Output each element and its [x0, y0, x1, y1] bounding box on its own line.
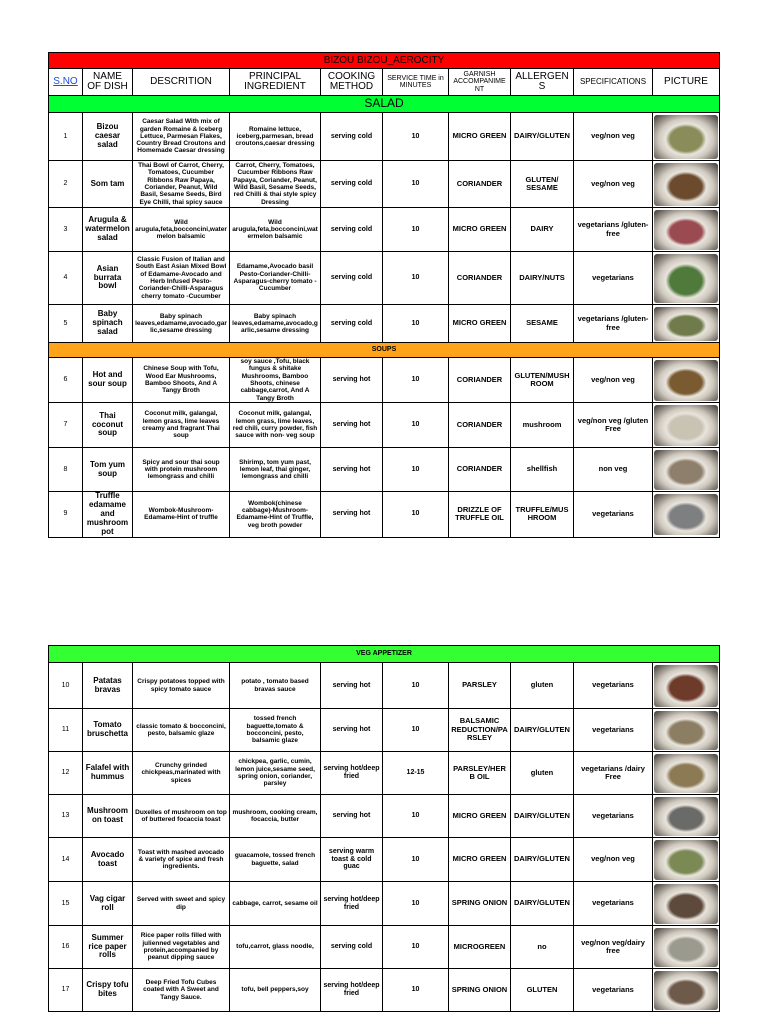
- dish-name-cell: Baby spinach salad: [83, 305, 133, 343]
- soup-rows: [49, 358, 720, 538]
- allergen-cell: DAIRY: [511, 208, 574, 252]
- picture-cell: [653, 252, 720, 305]
- method-cell: serving hot: [321, 492, 383, 538]
- service-time-cell: 10: [383, 161, 449, 208]
- picture-cell: [653, 358, 720, 403]
- allergen-cell: DAIRY/NUTS: [511, 252, 574, 305]
- table-row: [49, 492, 720, 538]
- garnish-cell: MICROGREEN: [449, 926, 511, 969]
- ingredient-cell: Carrot, Cherry, Tomatoes, Cucumber Ribbons Raw Papaya, Coriander, Peanut, Wild Basil, Sesame Seeds, red Chilli & thai style spicy Dressing: [230, 161, 321, 208]
- section-label-soups: SOUPS: [49, 343, 720, 358]
- sno-cell: 5: [49, 305, 83, 343]
- allergen-cell: shellfish: [511, 448, 574, 492]
- specification-cell: vegetarians: [574, 969, 653, 1012]
- table-row: [49, 403, 720, 448]
- service-time-cell: 10: [383, 795, 449, 838]
- picture-cell: [653, 113, 720, 161]
- dish-name-cell: Vag cigar roll: [83, 882, 133, 926]
- sno-link[interactable]: S.NO: [53, 75, 78, 87]
- menu-table-salad-soups: [48, 52, 720, 538]
- table-row: [49, 208, 720, 252]
- specification-cell: veg/non veg: [574, 161, 653, 208]
- ingredient-cell: Wombok(chinese cabbage)-Mushroom-Edamame-Hint of Truffle, veg broth powder: [230, 492, 321, 538]
- table-row: [49, 709, 720, 752]
- service-time-cell: 10: [383, 492, 449, 538]
- garnish-cell: MICRO GREEN: [449, 208, 511, 252]
- description-cell: classic tomato & bocconcini, pesto, balsamic glaze: [133, 709, 230, 752]
- picture-cell: [653, 926, 720, 969]
- method-cell: serving hot: [321, 448, 383, 492]
- allergen-cell: GLUTEN/MUSHROOM: [511, 358, 574, 403]
- sno-cell: 9: [49, 492, 83, 538]
- sno-cell: 15: [49, 882, 83, 926]
- picture-cell: [653, 448, 720, 492]
- picture-cell: [653, 161, 720, 208]
- service-time-cell: 10: [383, 403, 449, 448]
- section-salad: [49, 96, 720, 113]
- garnish-cell: MICRO GREEN: [449, 113, 511, 161]
- sno-cell: 6: [49, 358, 83, 403]
- ingredient-cell: cabbage, carrot, sesame oil: [230, 882, 321, 926]
- description-cell: Crunchy grinded chickpeas,marinated with spices: [133, 752, 230, 795]
- sno-cell: 16: [49, 926, 83, 969]
- specification-cell: veg/non veg: [574, 113, 653, 161]
- table-row: [49, 795, 720, 838]
- method-cell: serving cold: [321, 926, 383, 969]
- picture-cell: [653, 663, 720, 709]
- sno-cell: 8: [49, 448, 83, 492]
- section-label-salad: SALAD: [49, 96, 720, 113]
- ingredient-cell: tossed french baguette,tomato & bocconcini, pesto, balsamic glaze: [230, 709, 321, 752]
- col-header-allergens: ALLERGENS: [511, 69, 574, 96]
- ingredient-cell: soy sauce ,Tofu, black fungus & shitake Mushrooms, Bamboo Shoots, chinese cabbage,carrot, And A Tangy Broth: [230, 358, 321, 403]
- table-row: [49, 926, 720, 969]
- sheet-title: BIZOU BIZOU_AEROCITY: [49, 53, 720, 69]
- ingredient-cell: Shirimp, tom yum past, lemon leaf, thai ginger, lemongrass and chilli: [230, 448, 321, 492]
- table-row: [49, 358, 720, 403]
- header-row: [49, 69, 720, 96]
- method-cell: serving hot: [321, 358, 383, 403]
- menu-table-veg-appetizer: [48, 645, 720, 1012]
- dish-name-cell: Mushroom on toast: [83, 795, 133, 838]
- picture-cell: [653, 752, 720, 795]
- garnish-cell: CORIANDER: [449, 358, 511, 403]
- dish-name-cell: Crispy tofu bites: [83, 969, 133, 1012]
- picture-cell: [653, 305, 720, 343]
- sno-cell: 7: [49, 403, 83, 448]
- description-cell: Served with sweet and spicy dip: [133, 882, 230, 926]
- picture-cell: [653, 403, 720, 448]
- ingredient-cell: Baby spinach leaves,edamame,avocado,garlic,sesame dressing: [230, 305, 321, 343]
- dish-name-cell: Tomato bruschetta: [83, 709, 133, 752]
- description-cell: Classic Fusion of Italian and South East Asian Mixed Bowl of Edamame-Avocado and Herb Infused Pesto-Coriander-Chilli-Asparagus cherry tomato -Cucumber: [133, 252, 230, 305]
- table-row: [49, 752, 720, 795]
- service-time-cell: 10: [383, 926, 449, 969]
- table-row: [49, 161, 720, 208]
- garnish-cell: MICRO GREEN: [449, 838, 511, 882]
- description-cell: Baby spinach leaves,edamame,avocado,garlic,sesame dressing: [133, 305, 230, 343]
- dish-name-cell: Som tam: [83, 161, 133, 208]
- garnish-cell: MICRO GREEN: [449, 795, 511, 838]
- dish-photo: [654, 450, 718, 490]
- method-cell: serving cold: [321, 161, 383, 208]
- description-cell: Coconut milk, galangal, lemon grass, lime leaves creamy and fragrant Thai soup: [133, 403, 230, 448]
- picture-cell: [653, 208, 720, 252]
- description-cell: Chinese Soup with Tofu, Wood Ear Mushrooms, Bamboo Shoots, And A Tangy Broth: [133, 358, 230, 403]
- description-cell: Rice paper rolls filled with julienned vegetables and protein,accompanied by peanut dipping sauce: [133, 926, 230, 969]
- table-row: [49, 663, 720, 709]
- dish-photo: [654, 971, 718, 1010]
- sno-cell: 2: [49, 161, 83, 208]
- specification-cell: vegetarians: [574, 795, 653, 838]
- specification-cell: vegetarians /gluten-free: [574, 208, 653, 252]
- garnish-cell: SPRING ONION: [449, 882, 511, 926]
- description-cell: Duxelles of mushroom on top of buttered focaccia toast: [133, 795, 230, 838]
- sno-cell: 13: [49, 795, 83, 838]
- table-row: [49, 448, 720, 492]
- allergen-cell: GLUTEN/ SESAME: [511, 161, 574, 208]
- method-cell: serving cold: [321, 252, 383, 305]
- specification-cell: vegetarians: [574, 663, 653, 709]
- method-cell: serving cold: [321, 305, 383, 343]
- allergen-cell: GLUTEN: [511, 969, 574, 1012]
- salad-rows: [49, 113, 720, 343]
- table-row: [49, 838, 720, 882]
- col-header-picture: PICTURE: [653, 69, 720, 96]
- section-label-veg: VEG APPETIZER: [49, 646, 720, 663]
- table-row: [49, 969, 720, 1012]
- service-time-cell: 10: [383, 305, 449, 343]
- method-cell: serving hot: [321, 403, 383, 448]
- dish-photo: [654, 115, 718, 159]
- specification-cell: veg/non veg/dairy free: [574, 926, 653, 969]
- picture-cell: [653, 969, 720, 1012]
- dish-name-cell: Arugula & watermelon salad: [83, 208, 133, 252]
- method-cell: serving cold: [321, 113, 383, 161]
- description-cell: Toast with mashed avocado & variety of spice and fresh ingredients.: [133, 838, 230, 882]
- service-time-cell: 10: [383, 709, 449, 752]
- method-cell: serving cold: [321, 208, 383, 252]
- specification-cell: non veg: [574, 448, 653, 492]
- service-time-cell: 10: [383, 838, 449, 882]
- method-cell: serving hot: [321, 663, 383, 709]
- sno-cell: 10: [49, 663, 83, 709]
- method-cell: serving hot/deep fried: [321, 882, 383, 926]
- specification-cell: vegetarians: [574, 252, 653, 305]
- sno-cell: 1: [49, 113, 83, 161]
- specification-cell: vegetarians /dairy Free: [574, 752, 653, 795]
- ingredient-cell: Wild arugula,feta,bocconcini,watermelon balsamic: [230, 208, 321, 252]
- garnish-cell: DRIZZLE OF TRUFFLE OIL: [449, 492, 511, 538]
- method-cell: serving hot/deep fried: [321, 752, 383, 795]
- garnish-cell: CORIANDER: [449, 161, 511, 208]
- service-time-cell: 10: [383, 252, 449, 305]
- allergen-cell: SESAME: [511, 305, 574, 343]
- dish-name-cell: Tom yum soup: [83, 448, 133, 492]
- specification-cell: vegetarians: [574, 882, 653, 926]
- description-cell: Wild arugula,feta,bocconcini,watermelon balsamic: [133, 208, 230, 252]
- dish-photo: [654, 884, 718, 924]
- specification-cell: vegetarians /gluten-free: [574, 305, 653, 343]
- service-time-cell: 10: [383, 358, 449, 403]
- allergen-cell: no: [511, 926, 574, 969]
- col-header-time: SERVICE TIME in MINUTES: [383, 69, 449, 96]
- title-row: [49, 53, 720, 69]
- ingredient-cell: Coconut milk, galangal, lemon grass, lime leaves, red chili, curry powder, fish sauce with non- veg soup: [230, 403, 321, 448]
- specification-cell: veg/non veg: [574, 358, 653, 403]
- specification-cell: veg/non veg /gluten Free: [574, 403, 653, 448]
- dish-photo: [654, 307, 718, 341]
- description-cell: Spicy and sour thai soup with protein mushroom lemongrass and chilli: [133, 448, 230, 492]
- method-cell: serving warm toast & cold guac: [321, 838, 383, 882]
- garnish-cell: CORIANDER: [449, 403, 511, 448]
- ingredient-cell: chickpea, garlic, cumin, lemon juice,sesame seed, spring onion, coriander, parsley: [230, 752, 321, 795]
- col-header-ingredient: PRINCIPAL INGREDIENT: [230, 69, 321, 96]
- dish-photo: [654, 163, 718, 206]
- ingredient-cell: guacamole, tossed french baguette, salad: [230, 838, 321, 882]
- dish-name-cell: Avocado toast: [83, 838, 133, 882]
- dish-photo: [654, 665, 718, 707]
- specification-cell: vegetarians: [574, 492, 653, 538]
- veg-rows: [49, 663, 720, 1012]
- method-cell: serving hot: [321, 709, 383, 752]
- sno-cell: 4: [49, 252, 83, 305]
- table-row: [49, 882, 720, 926]
- service-time-cell: 10: [383, 113, 449, 161]
- service-time-cell: 10: [383, 208, 449, 252]
- dish-photo: [654, 840, 718, 880]
- dish-name-cell: Falafel with hummus: [83, 752, 133, 795]
- specification-cell: vegetarians: [574, 709, 653, 752]
- dish-name-cell: Asian burrata bowl: [83, 252, 133, 305]
- picture-cell: [653, 709, 720, 752]
- ingredient-cell: tofu, bell peppers,soy: [230, 969, 321, 1012]
- dish-photo: [654, 928, 718, 967]
- ingredient-cell: tofu,carrot, glass noodle,: [230, 926, 321, 969]
- picture-cell: [653, 882, 720, 926]
- method-cell: serving hot: [321, 795, 383, 838]
- allergen-cell: mushroom: [511, 403, 574, 448]
- allergen-cell: DAIRY/GLUTEN: [511, 709, 574, 752]
- service-time-cell: 12-15: [383, 752, 449, 795]
- dish-name-cell: Hot and sour soup: [83, 358, 133, 403]
- col-header-garnish: GARNISH ACCOMPANIME NT: [449, 69, 511, 96]
- picture-cell: [653, 838, 720, 882]
- table-row: [49, 252, 720, 305]
- ingredient-cell: Edamame,Avocado basil Pesto-Coriander-Chilli-Asparagus-cherry tomato -Cucumber: [230, 252, 321, 305]
- col-header-sno[interactable]: [49, 69, 83, 96]
- specification-cell: veg/non veg: [574, 838, 653, 882]
- service-time-cell: 10: [383, 882, 449, 926]
- sno-cell: 14: [49, 838, 83, 882]
- dish-photo: [654, 494, 718, 535]
- garnish-cell: MICRO GREEN: [449, 305, 511, 343]
- table-row: [49, 305, 720, 343]
- garnish-cell: CORIANDER: [449, 448, 511, 492]
- allergen-cell: TRUFFLE/MUSHROOM: [511, 492, 574, 538]
- allergen-cell: DAIRY/GLUTEN: [511, 795, 574, 838]
- ingredient-cell: Romaine lettuce, iceberg,parmesan, bread croutons,caesar dressing: [230, 113, 321, 161]
- dish-photo: [654, 797, 718, 836]
- dish-name-cell: Patatas bravas: [83, 663, 133, 709]
- dish-photo: [654, 405, 718, 446]
- picture-cell: [653, 795, 720, 838]
- description-cell: Crispy potatoes topped with spicy tomato sauce: [133, 663, 230, 709]
- method-cell: serving hot/deep fried: [321, 969, 383, 1012]
- dish-photo: [654, 754, 718, 793]
- dish-photo: [654, 254, 718, 303]
- sno-cell: 3: [49, 208, 83, 252]
- service-time-cell: 10: [383, 448, 449, 492]
- section-veg-appetizer: [49, 646, 720, 663]
- garnish-cell: BALSAMIC REDUCTION/PARSLEY: [449, 709, 511, 752]
- col-header-description: DESCRITION: [133, 69, 230, 96]
- ingredient-cell: mushroom, cooking cream, focaccia, butter: [230, 795, 321, 838]
- allergen-cell: gluten: [511, 663, 574, 709]
- table-row: [49, 113, 720, 161]
- allergen-cell: DAIRY/GLUTEN: [511, 838, 574, 882]
- sno-cell: 17: [49, 969, 83, 1012]
- col-header-specifications: SPECIFICATIONS: [574, 69, 653, 96]
- dish-name-cell: Thai coconut soup: [83, 403, 133, 448]
- garnish-cell: PARSLEY/HERB OIL: [449, 752, 511, 795]
- dish-photo: [654, 711, 718, 750]
- section-soups: [49, 343, 720, 358]
- picture-cell: [653, 492, 720, 538]
- garnish-cell: PARSLEY: [449, 663, 511, 709]
- dish-photo: [654, 210, 718, 250]
- sno-cell: 12: [49, 752, 83, 795]
- col-header-method: COOKING METHOD: [321, 69, 383, 96]
- service-time-cell: 10: [383, 663, 449, 709]
- dish-name-cell: Truffle edamame and mushroom pot: [83, 492, 133, 538]
- garnish-cell: SPRING ONION: [449, 969, 511, 1012]
- allergen-cell: DAIRY/GLUTEN: [511, 882, 574, 926]
- ingredient-cell: potato , tomato based bravas sauce: [230, 663, 321, 709]
- dish-photo: [654, 360, 718, 401]
- dish-name-cell: Summer rice paper rolls: [83, 926, 133, 969]
- allergen-cell: DAIRY/GLUTEN: [511, 113, 574, 161]
- col-header-name: NAME OF DISH: [83, 69, 133, 96]
- description-cell: Wombok-Mushroom-Edamame-Hint of truffle: [133, 492, 230, 538]
- dish-name-cell: Bizou caesar salad: [83, 113, 133, 161]
- garnish-cell: CORIANDER: [449, 252, 511, 305]
- description-cell: Thai Bowl of Carrot, Cherry, Tomatoes, Cucumber Ribbons Raw Papaya, Coriander, Peanut, Wild Basil, Sesame Seeds, Bird Eye Chilli, thai spicy sauce: [133, 161, 230, 208]
- description-cell: Caesar Salad With mix of garden Romaine & Iceberg Lettuce, Parmesan Flakes, Country Bread Croutons and Homemade Caesar dressing: [133, 113, 230, 161]
- service-time-cell: 10: [383, 969, 449, 1012]
- allergen-cell: gluten: [511, 752, 574, 795]
- sno-cell: 11: [49, 709, 83, 752]
- description-cell: Deep Fried Tofu Cubes coated with A Sweet and Tangy Sauce.: [133, 969, 230, 1012]
